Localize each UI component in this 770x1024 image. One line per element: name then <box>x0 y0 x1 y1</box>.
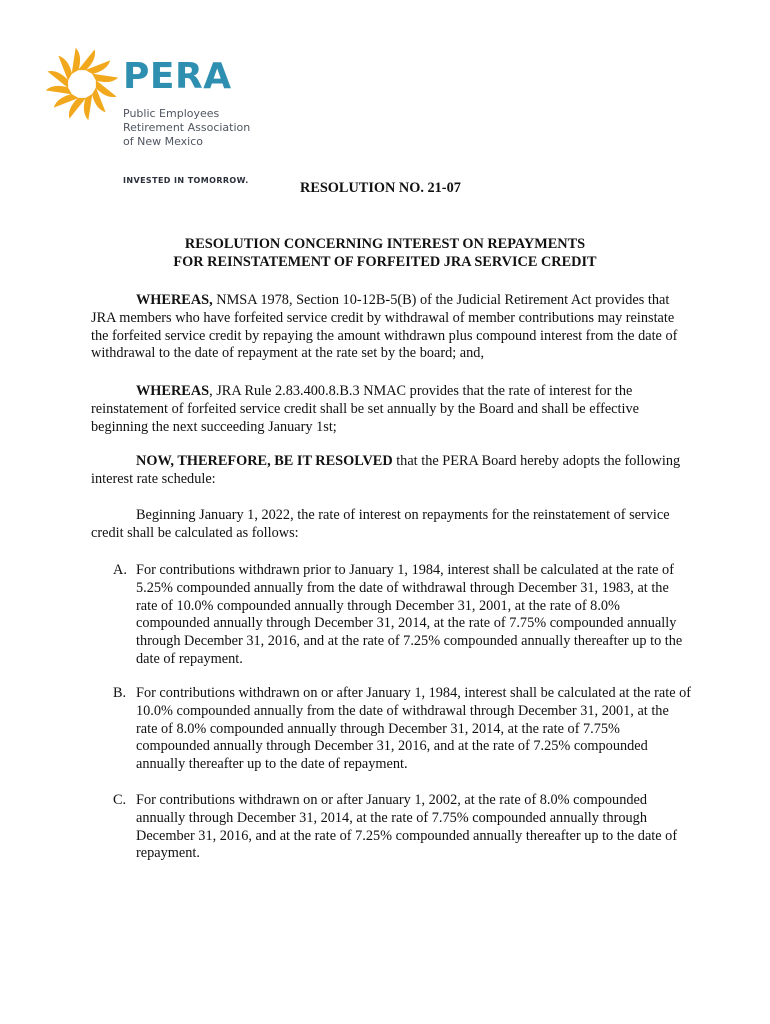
org-line-3: of New Mexico <box>123 135 203 148</box>
list-item-text: For contributions withdrawn on or after January 1, 2002, at the rate of 8.0% compounded annually through December 31, 2014, at the rate of 7.75% compounded annually through December 31, 2016, and at the rate of 7.25% compounded annually thereafter up to the date of repayment. <box>136 792 678 862</box>
resolved-paragraph <box>91 453 691 489</box>
list-item <box>113 792 693 863</box>
sun-ray <box>96 80 117 97</box>
brand-name: PERA <box>123 56 232 97</box>
schedule-intro-text: Beginning January 1, 2022, the rate of interest on repayments for the reinstatement of service credit shall be calculated as follows: <box>91 507 670 541</box>
whereas-lead-2: WHEREAS <box>136 383 210 399</box>
org-line-1: Public Employees <box>123 107 220 120</box>
list-item-text: For contributions withdrawn prior to January 1, 1984, interest shall be calculated at the rate of 5.25% compounded annually from the date of withdrawal through December 31, 1983, at the rate of 10.0% compounded annually through December 31, 2001, at the rate of 8.0% compounded annually through December 31, 2014, at the rate of 7.75% compounded annually through December 31, 2016, and at the rate of 7.25% compounded annually thereafter up to the date of repayment. <box>136 562 683 667</box>
org-line-2: Retirement Association <box>123 121 251 134</box>
sun-ray <box>47 71 68 88</box>
tagline: INVESTED IN TOMORROW. <box>123 176 249 185</box>
sun-ray <box>69 98 86 119</box>
organization-name <box>123 107 250 149</box>
pera-logo <box>40 44 270 194</box>
list-marker: B. <box>113 685 127 701</box>
list-marker: A. <box>113 562 127 578</box>
sun-ray <box>78 49 95 70</box>
whereas-text-1: NMSA 1978, Section 10-12B-5(B) of the Judicial Retirement Act provides that JRA members who have forfeited service credit by withdrawal of member contributions may reinstate the forfeited service credit by repaying the amount withdrawn plus compound interest from the date of withdrawal to the date of repayment at the rate set by the board; and, <box>91 292 678 362</box>
title-line-1: RESOLUTION CONCERNING INTEREST ON REPAYMENTS <box>184 236 586 252</box>
list-marker: C. <box>113 792 127 808</box>
whereas-lead-1: WHEREAS, <box>136 292 213 308</box>
whereas-text-2: , JRA Rule 2.83.400.8.B.3 NMAC provides that the rate of interest for the reinstatement of forfeited service credit shall be set annually by the Board and shall be effective beginning the next succeeding January 1st; <box>91 383 639 435</box>
whereas-paragraph-2 <box>91 383 691 436</box>
list-item-text: For contributions withdrawn on or after January 1, 1984, interest shall be calculated at the rate of 10.0% compounded annually from the date of withdrawal through December 31, 2001, at the rate of 8.0% compounded annually through December 31, 2014, at the rate of 7.75% compounded annually through December 31, 2016, and at the rate of 7.25% compounded annually thereafter up to the date of repayment. <box>136 685 692 773</box>
list-item <box>113 685 693 774</box>
schedule-intro-paragraph <box>91 507 691 543</box>
title-line-2: FOR REINSTATEMENT OF FORFEITED JRA SERVICE CREDIT <box>173 254 597 270</box>
list-item <box>113 562 693 669</box>
resolved-lead: NOW, THEREFORE, BE IT RESOLVED <box>136 453 393 469</box>
sun-logo-icon <box>42 44 122 124</box>
resolution-number: RESOLUTION NO. 21-07 <box>300 180 461 196</box>
whereas-paragraph-1 <box>91 292 691 363</box>
resolved-text: that the PERA Board hereby adopts the following interest rate schedule: <box>91 453 681 487</box>
